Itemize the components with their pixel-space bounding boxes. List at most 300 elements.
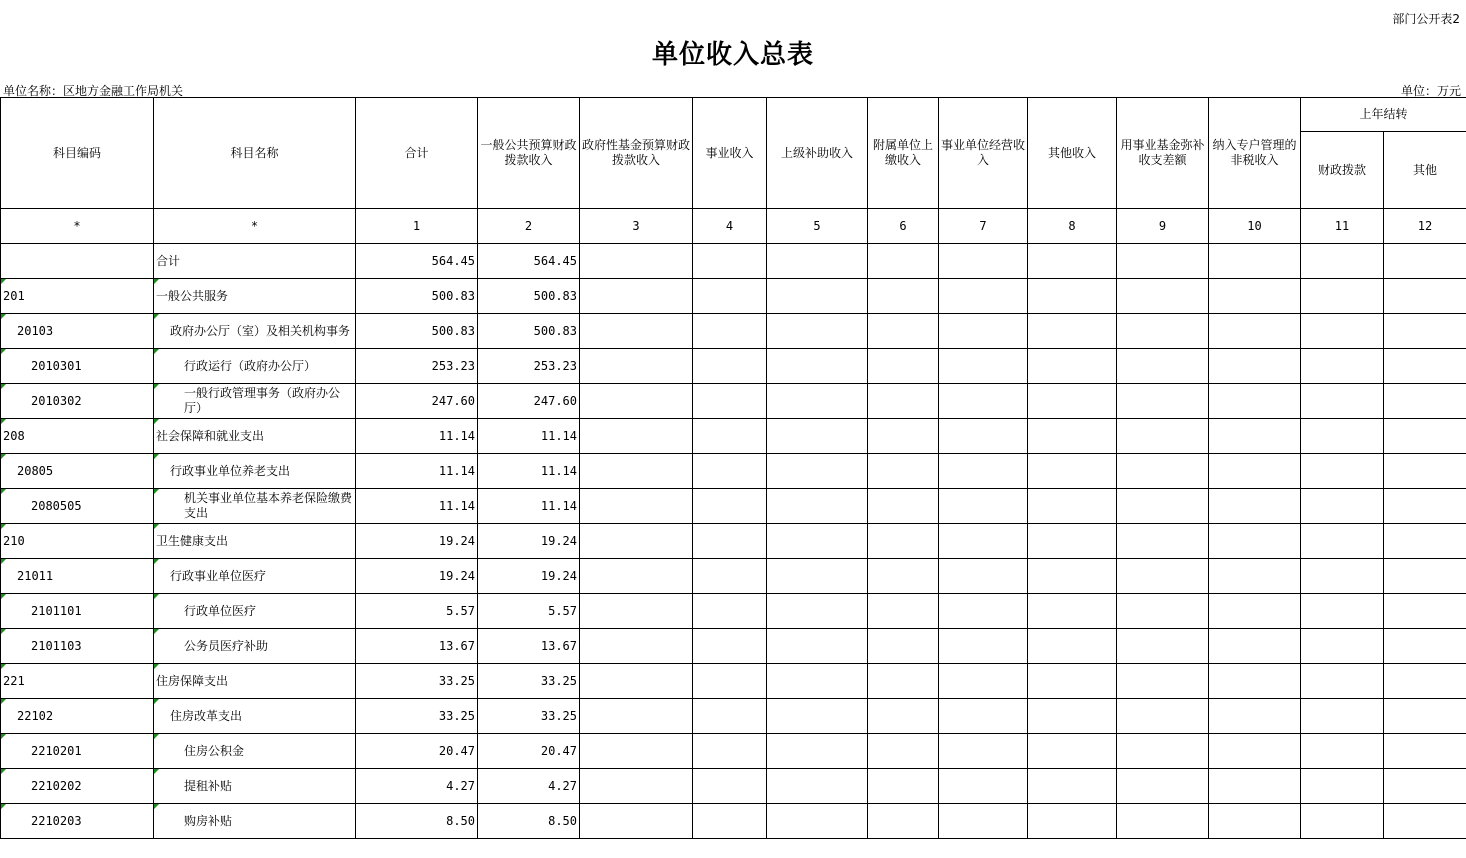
cell-empty bbox=[1301, 559, 1384, 594]
cell-empty bbox=[580, 314, 693, 349]
cell-empty bbox=[1117, 594, 1209, 629]
cell-general-budget: 33.25 bbox=[478, 699, 580, 734]
table-row bbox=[1, 664, 1466, 699]
cell-empty bbox=[939, 769, 1028, 804]
cell-empty bbox=[1209, 524, 1301, 559]
cell-empty bbox=[1028, 559, 1117, 594]
cell-code: 22102 bbox=[1, 699, 154, 734]
cell-empty bbox=[1028, 384, 1117, 419]
cell-empty bbox=[939, 419, 1028, 454]
cell-general-budget: 11.14 bbox=[478, 454, 580, 489]
cell-empty bbox=[580, 594, 693, 629]
cell-general-budget: 4.27 bbox=[478, 769, 580, 804]
table-row bbox=[1, 454, 1466, 489]
cell-empty bbox=[1384, 559, 1466, 594]
cell-empty bbox=[939, 524, 1028, 559]
cell-marker-icon bbox=[1, 594, 6, 599]
index-cell: 2 bbox=[478, 209, 580, 244]
header-carryover: 上年结转 bbox=[1301, 98, 1466, 132]
unit-label: 单位：万元 bbox=[1400, 84, 1461, 98]
cell-total: 500.83 bbox=[356, 314, 478, 349]
cell-total: 33.25 bbox=[356, 664, 478, 699]
cell-empty bbox=[939, 454, 1028, 489]
cell-marker-icon bbox=[1, 419, 6, 424]
cell-empty bbox=[1209, 419, 1301, 454]
cell-marker-icon bbox=[1, 664, 6, 669]
cell-empty bbox=[767, 664, 868, 699]
index-cell: 10 bbox=[1209, 209, 1301, 244]
cell-empty bbox=[1301, 279, 1384, 314]
cell-code: 208 bbox=[1, 419, 154, 454]
cell-empty bbox=[693, 419, 767, 454]
cell-empty bbox=[1301, 524, 1384, 559]
cell-total: 4.27 bbox=[356, 769, 478, 804]
index-cell: 9 bbox=[1117, 209, 1209, 244]
cell-empty bbox=[1117, 279, 1209, 314]
cell-empty bbox=[580, 769, 693, 804]
cell-marker-icon bbox=[154, 769, 159, 774]
cell-marker-icon bbox=[1, 349, 6, 354]
table-row bbox=[1, 594, 1466, 629]
cell-general-budget: 19.24 bbox=[478, 559, 580, 594]
cell-marker-icon bbox=[1, 699, 6, 704]
cell-empty bbox=[1209, 314, 1301, 349]
header-other-income: 其他收入 bbox=[1028, 98, 1117, 209]
header-fund-balance: 用事业基金弥补收支差额 bbox=[1117, 98, 1209, 209]
cell-empty bbox=[1301, 734, 1384, 769]
cell-empty bbox=[868, 349, 939, 384]
cell-code bbox=[1, 244, 154, 279]
cell-empty bbox=[1301, 664, 1384, 699]
cell-code: 2101103 bbox=[1, 629, 154, 664]
cell-empty bbox=[580, 454, 693, 489]
table-row bbox=[1, 769, 1466, 804]
cell-empty bbox=[1028, 734, 1117, 769]
cell-empty bbox=[1028, 664, 1117, 699]
cell-total: 19.24 bbox=[356, 559, 478, 594]
cell-empty bbox=[580, 419, 693, 454]
cell-marker-icon bbox=[154, 454, 159, 459]
cell-code: 20103 bbox=[1, 314, 154, 349]
header-affiliated: 附属单位上缴收入 bbox=[868, 98, 939, 209]
cell-code: 20805 bbox=[1, 454, 154, 489]
cell-empty bbox=[1301, 594, 1384, 629]
cell-general-budget: 13.67 bbox=[478, 629, 580, 664]
cell-empty bbox=[693, 734, 767, 769]
cell-empty bbox=[1209, 279, 1301, 314]
cell-empty bbox=[939, 594, 1028, 629]
cell-empty bbox=[693, 279, 767, 314]
cell-empty bbox=[1028, 524, 1117, 559]
cell-empty bbox=[868, 489, 939, 524]
cell-code: 2010301 bbox=[1, 349, 154, 384]
cell-empty bbox=[693, 314, 767, 349]
cell-total: 19.24 bbox=[356, 524, 478, 559]
cell-total: 11.14 bbox=[356, 419, 478, 454]
cell-empty bbox=[1028, 804, 1117, 839]
cell-empty bbox=[1301, 454, 1384, 489]
cell-general-budget: 5.57 bbox=[478, 594, 580, 629]
table-row bbox=[1, 734, 1466, 769]
cell-marker-icon bbox=[154, 279, 159, 284]
cell-name: 政府办公厅（室）及相关机构事务 bbox=[154, 314, 356, 349]
header-total: 合计 bbox=[356, 98, 478, 209]
cell-general-budget: 500.83 bbox=[478, 279, 580, 314]
cell-empty bbox=[767, 699, 868, 734]
index-cell: * bbox=[154, 209, 356, 244]
cell-name: 合计 bbox=[154, 244, 356, 279]
cell-empty bbox=[1209, 594, 1301, 629]
cell-empty bbox=[580, 559, 693, 594]
cell-empty bbox=[939, 734, 1028, 769]
header-superior-subsidy: 上级补助收入 bbox=[767, 98, 868, 209]
table-row bbox=[1, 524, 1466, 559]
cell-total: 564.45 bbox=[356, 244, 478, 279]
cell-empty bbox=[1117, 629, 1209, 664]
table-row bbox=[1, 314, 1466, 349]
cell-empty bbox=[1028, 629, 1117, 664]
cell-marker-icon bbox=[1, 734, 6, 739]
cell-empty bbox=[767, 594, 868, 629]
cell-empty bbox=[868, 734, 939, 769]
cell-marker-icon bbox=[1, 314, 6, 319]
cell-empty bbox=[868, 629, 939, 664]
cell-empty bbox=[939, 314, 1028, 349]
cell-empty bbox=[1384, 734, 1466, 769]
cell-empty bbox=[767, 454, 868, 489]
header-name: 科目名称 bbox=[154, 98, 356, 209]
cell-marker-icon bbox=[1, 559, 6, 564]
cell-name: 社会保障和就业支出 bbox=[154, 419, 356, 454]
cell-code: 2080505 bbox=[1, 489, 154, 524]
cell-empty bbox=[1384, 699, 1466, 734]
cell-empty bbox=[1301, 629, 1384, 664]
cell-empty bbox=[939, 384, 1028, 419]
cell-code: 210 bbox=[1, 524, 154, 559]
cell-empty bbox=[1384, 489, 1466, 524]
cell-empty bbox=[868, 244, 939, 279]
cell-empty bbox=[1384, 664, 1466, 699]
cell-name: 住房保障支出 bbox=[154, 664, 356, 699]
cell-empty bbox=[868, 314, 939, 349]
cell-name: 机关事业单位基本养老保险缴费支出 bbox=[154, 489, 356, 524]
cell-empty bbox=[1028, 419, 1117, 454]
cell-empty bbox=[580, 804, 693, 839]
cell-empty bbox=[1384, 279, 1466, 314]
cell-empty bbox=[1384, 419, 1466, 454]
cell-empty bbox=[1384, 629, 1466, 664]
cell-general-budget: 11.14 bbox=[478, 489, 580, 524]
cell-empty bbox=[1301, 419, 1384, 454]
cell-empty bbox=[868, 559, 939, 594]
cell-empty bbox=[1209, 244, 1301, 279]
cell-empty bbox=[767, 244, 868, 279]
cell-empty bbox=[1117, 524, 1209, 559]
cell-empty bbox=[1028, 594, 1117, 629]
cell-empty bbox=[1384, 349, 1466, 384]
cell-general-budget: 8.50 bbox=[478, 804, 580, 839]
cell-marker-icon bbox=[154, 349, 159, 354]
cell-empty bbox=[939, 559, 1028, 594]
cell-empty bbox=[693, 524, 767, 559]
cell-empty bbox=[767, 349, 868, 384]
cell-total: 253.23 bbox=[356, 349, 478, 384]
cell-marker-icon bbox=[1, 524, 6, 529]
cell-marker-icon bbox=[1, 629, 6, 634]
header-business: 事业单位经营收入 bbox=[939, 98, 1028, 209]
cell-empty bbox=[1028, 244, 1117, 279]
cell-total: 11.14 bbox=[356, 454, 478, 489]
cell-empty bbox=[868, 769, 939, 804]
cell-empty bbox=[939, 349, 1028, 384]
index-row bbox=[1, 209, 1466, 244]
header-carry-fiscal: 财政拨款 bbox=[1301, 132, 1384, 209]
index-cell: 7 bbox=[939, 209, 1028, 244]
cell-marker-icon bbox=[1, 769, 6, 774]
cell-empty bbox=[1028, 454, 1117, 489]
cell-empty bbox=[939, 804, 1028, 839]
table-row bbox=[1, 804, 1466, 839]
cell-total: 8.50 bbox=[356, 804, 478, 839]
index-cell: 6 bbox=[868, 209, 939, 244]
cell-empty bbox=[580, 279, 693, 314]
cell-empty bbox=[767, 489, 868, 524]
cell-code: 2210202 bbox=[1, 769, 154, 804]
header-career-income: 事业收入 bbox=[693, 98, 767, 209]
cell-empty bbox=[1028, 349, 1117, 384]
cell-name: 一般行政管理事务（政府办公厅） bbox=[154, 384, 356, 419]
cell-empty bbox=[693, 804, 767, 839]
cell-empty bbox=[1117, 804, 1209, 839]
cell-code: 21011 bbox=[1, 559, 154, 594]
cell-empty bbox=[1209, 489, 1301, 524]
cell-empty bbox=[580, 384, 693, 419]
cell-marker-icon bbox=[1, 454, 6, 459]
cell-empty bbox=[1301, 489, 1384, 524]
cell-code: 2010302 bbox=[1, 384, 154, 419]
cell-name: 住房改革支出 bbox=[154, 699, 356, 734]
table-row bbox=[1, 559, 1466, 594]
cell-empty bbox=[580, 524, 693, 559]
cell-empty bbox=[580, 244, 693, 279]
cell-marker-icon bbox=[154, 559, 159, 564]
cell-empty bbox=[1301, 314, 1384, 349]
cell-name: 行政事业单位养老支出 bbox=[154, 454, 356, 489]
cell-empty bbox=[939, 244, 1028, 279]
cell-empty bbox=[1384, 454, 1466, 489]
cell-empty bbox=[1117, 244, 1209, 279]
cell-empty bbox=[1301, 699, 1384, 734]
table-row bbox=[1, 279, 1466, 314]
index-cell: * bbox=[1, 209, 154, 244]
cell-code: 2210201 bbox=[1, 734, 154, 769]
cell-empty bbox=[1209, 699, 1301, 734]
cell-empty bbox=[580, 629, 693, 664]
cell-general-budget: 11.14 bbox=[478, 419, 580, 454]
cell-marker-icon bbox=[154, 419, 159, 424]
cell-empty bbox=[693, 454, 767, 489]
cell-empty bbox=[1209, 629, 1301, 664]
table-row bbox=[1, 629, 1466, 664]
cell-empty bbox=[693, 769, 767, 804]
cell-empty bbox=[693, 594, 767, 629]
cell-empty bbox=[1117, 769, 1209, 804]
cell-empty bbox=[1301, 769, 1384, 804]
cell-general-budget: 500.83 bbox=[478, 314, 580, 349]
cell-empty bbox=[1028, 279, 1117, 314]
header-special-mgmt: 纳入专户管理的非税收入 bbox=[1209, 98, 1301, 209]
cell-empty bbox=[1117, 454, 1209, 489]
cell-empty bbox=[868, 594, 939, 629]
cell-empty bbox=[1384, 594, 1466, 629]
cell-empty bbox=[693, 384, 767, 419]
cell-empty bbox=[939, 489, 1028, 524]
cell-total: 20.47 bbox=[356, 734, 478, 769]
cell-empty bbox=[767, 279, 868, 314]
cell-empty bbox=[1028, 699, 1117, 734]
cell-empty bbox=[767, 314, 868, 349]
cell-marker-icon bbox=[154, 699, 159, 704]
cell-marker-icon bbox=[154, 489, 159, 494]
cell-empty bbox=[767, 524, 868, 559]
cell-empty bbox=[767, 384, 868, 419]
cell-empty bbox=[1301, 384, 1384, 419]
cell-code: 2101101 bbox=[1, 594, 154, 629]
cell-marker-icon bbox=[154, 594, 159, 599]
cell-empty bbox=[1028, 769, 1117, 804]
cell-empty bbox=[693, 349, 767, 384]
cell-empty bbox=[580, 664, 693, 699]
cell-empty bbox=[1028, 314, 1117, 349]
cell-empty bbox=[1117, 349, 1209, 384]
cell-empty bbox=[1301, 349, 1384, 384]
cell-empty bbox=[693, 559, 767, 594]
cell-general-budget: 33.25 bbox=[478, 664, 580, 699]
table-row bbox=[1, 349, 1466, 384]
cell-general-budget: 19.24 bbox=[478, 524, 580, 559]
cell-empty bbox=[1117, 699, 1209, 734]
org-name: 单位名称：区地方金融工作局机关 bbox=[3, 84, 184, 98]
cell-empty bbox=[1209, 804, 1301, 839]
cell-code: 2210203 bbox=[1, 804, 154, 839]
page-tag: 部门公开表2 bbox=[1392, 12, 1460, 26]
cell-empty bbox=[868, 664, 939, 699]
cell-name: 购房补贴 bbox=[154, 804, 356, 839]
index-cell: 12 bbox=[1384, 209, 1466, 244]
cell-empty bbox=[868, 419, 939, 454]
cell-empty bbox=[767, 804, 868, 839]
cell-empty bbox=[580, 489, 693, 524]
index-cell: 5 bbox=[767, 209, 868, 244]
cell-name: 行政单位医疗 bbox=[154, 594, 356, 629]
header-gov-fund: 政府性基金预算财政拨款收入 bbox=[580, 98, 693, 209]
cell-empty bbox=[693, 629, 767, 664]
cell-general-budget: 20.47 bbox=[478, 734, 580, 769]
cell-marker-icon bbox=[1, 279, 6, 284]
cell-empty bbox=[939, 699, 1028, 734]
cell-total: 500.83 bbox=[356, 279, 478, 314]
header-general-budget: 一般公共预算财政拨款收入 bbox=[478, 98, 580, 209]
cell-empty bbox=[1117, 734, 1209, 769]
cell-total: 5.57 bbox=[356, 594, 478, 629]
cell-empty bbox=[693, 664, 767, 699]
cell-empty bbox=[939, 279, 1028, 314]
cell-general-budget: 247.60 bbox=[478, 384, 580, 419]
cell-empty bbox=[1209, 734, 1301, 769]
header-carry-other: 其他 bbox=[1384, 132, 1466, 209]
cell-empty bbox=[1301, 804, 1384, 839]
cell-empty bbox=[1117, 664, 1209, 699]
cell-empty bbox=[767, 734, 868, 769]
cell-marker-icon bbox=[154, 314, 159, 319]
cell-marker-icon bbox=[154, 524, 159, 529]
cell-marker-icon bbox=[154, 664, 159, 669]
cell-empty bbox=[1117, 314, 1209, 349]
cell-marker-icon bbox=[154, 629, 159, 634]
cell-empty bbox=[1117, 384, 1209, 419]
index-cell: 1 bbox=[356, 209, 478, 244]
cell-empty bbox=[868, 454, 939, 489]
cell-empty bbox=[1384, 384, 1466, 419]
cell-empty bbox=[1384, 314, 1466, 349]
cell-empty bbox=[1209, 559, 1301, 594]
cell-name: 住房公积金 bbox=[154, 734, 356, 769]
cell-empty bbox=[693, 489, 767, 524]
cell-empty bbox=[1209, 384, 1301, 419]
table-row bbox=[1, 419, 1466, 454]
table-row bbox=[1, 384, 1466, 419]
cell-empty bbox=[580, 699, 693, 734]
cell-name: 行政事业单位医疗 bbox=[154, 559, 356, 594]
cell-empty bbox=[1301, 244, 1384, 279]
index-cell: 4 bbox=[693, 209, 767, 244]
cell-name: 卫生健康支出 bbox=[154, 524, 356, 559]
cell-marker-icon bbox=[154, 734, 159, 739]
cell-name: 提租补贴 bbox=[154, 769, 356, 804]
cell-marker-icon bbox=[1, 384, 6, 389]
cell-empty bbox=[1028, 489, 1117, 524]
cell-empty bbox=[868, 699, 939, 734]
cell-empty bbox=[693, 699, 767, 734]
cell-empty bbox=[868, 384, 939, 419]
index-cell: 8 bbox=[1028, 209, 1117, 244]
cell-empty bbox=[868, 279, 939, 314]
cell-empty bbox=[939, 629, 1028, 664]
cell-empty bbox=[1209, 664, 1301, 699]
cell-empty bbox=[1209, 454, 1301, 489]
cell-empty bbox=[767, 559, 868, 594]
cell-empty bbox=[767, 629, 868, 664]
cell-empty bbox=[1209, 349, 1301, 384]
cell-empty bbox=[1384, 769, 1466, 804]
header-code: 科目编码 bbox=[1, 98, 154, 209]
cell-marker-icon bbox=[154, 804, 159, 809]
cell-empty bbox=[1117, 489, 1209, 524]
cell-empty bbox=[1117, 419, 1209, 454]
cell-empty bbox=[1117, 559, 1209, 594]
cell-general-budget: 253.23 bbox=[478, 349, 580, 384]
page-title: 单位收入总表 bbox=[651, 40, 814, 70]
table-row bbox=[1, 699, 1466, 734]
cell-marker-icon bbox=[154, 384, 159, 389]
cell-total: 13.67 bbox=[356, 629, 478, 664]
cell-empty bbox=[580, 349, 693, 384]
cell-empty bbox=[868, 524, 939, 559]
cell-general-budget: 564.45 bbox=[478, 244, 580, 279]
cell-empty bbox=[939, 664, 1028, 699]
table-row bbox=[1, 489, 1466, 524]
cell-name: 公务员医疗补助 bbox=[154, 629, 356, 664]
